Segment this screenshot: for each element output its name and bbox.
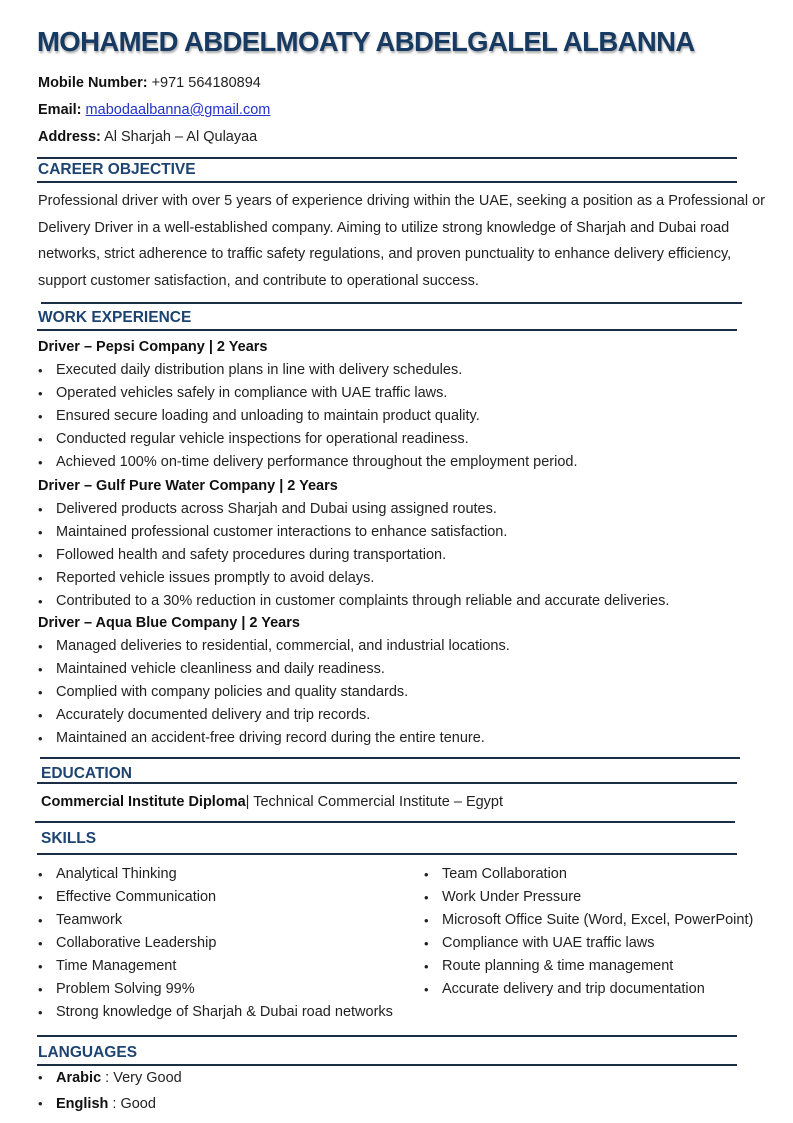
career-objective-text: Professional driver with over 5 years of experience driving within the UAE, seeking a position as a Professional or Delivery Driver in a well-established company. Aiming to utilize strong knowledge of Sharjah and Dubai road networks, strict adherence to traffic safety regulations, and proven punctuality to enhance delivery efficiency, support customer satisfaction, and contribute to operational success. <box>38 193 765 289</box>
job-heading-pepsi: Driver – Pepsi Company | 2 Years <box>38 339 268 355</box>
list-item: • Complied with company policies and quality standards. <box>38 681 510 704</box>
mobile-line <box>38 75 261 91</box>
job-bullets-aqua-blue <box>38 635 510 750</box>
divider <box>40 757 740 759</box>
job-bullets-pepsi <box>38 359 577 474</box>
language-item <box>38 1066 182 1092</box>
email-line <box>38 102 270 118</box>
skill-item: • Strong knowledge of Sharjah & Dubai road networks <box>38 1001 393 1024</box>
skill-item: • Teamwork <box>38 909 393 932</box>
list-item: • Executed daily distribution plans in line with delivery schedules. <box>38 359 577 382</box>
address-label: Address: <box>38 129 101 145</box>
skill-item: • Collaborative Leadership <box>38 932 393 955</box>
divider <box>35 821 735 823</box>
email-link[interactable]: mabodaalbanna@gmail.com <box>85 102 271 118</box>
address-value: Al Sharjah – Al Qulayaa <box>100 129 258 145</box>
language-level: : Very Good <box>101 1070 182 1086</box>
list-item: • Delivered products across Sharjah and Dubai using assigned routes. <box>38 498 669 521</box>
skill-item: • Team Collaboration <box>424 863 753 886</box>
divider <box>37 181 737 183</box>
section-title-languages: LANGUAGES <box>38 1044 138 1061</box>
list-item: • Maintained vehicle cleanliness and daily readiness. <box>38 658 510 681</box>
skill-item: • Time Management <box>38 955 393 978</box>
skills-list-left <box>38 863 393 1024</box>
divider <box>37 329 737 331</box>
skill-item: • Microsoft Office Suite (Word, Excel, PowerPoint) <box>424 909 753 932</box>
divider <box>37 1035 737 1037</box>
language-name: English <box>56 1096 109 1112</box>
address-line <box>38 129 257 145</box>
job-bullets-gulf-pure-water <box>38 498 669 613</box>
list-item: • Achieved 100% on-time delivery performance throughout the employment period. <box>38 451 577 474</box>
divider <box>37 782 737 784</box>
skill-item: • Compliance with UAE traffic laws <box>424 932 753 955</box>
languages-list <box>38 1066 182 1118</box>
job-heading-gulf-pure-water: Driver – Gulf Pure Water Company | 2 Years <box>38 478 338 494</box>
list-item: • Maintained professional customer interactions to enhance satisfaction. <box>38 521 669 544</box>
candidate-name: MOHAMED ABDELMOATY ABDELGALEL ALBANNA <box>37 26 695 57</box>
list-item: • Accurately documented delivery and trip records. <box>38 704 510 727</box>
section-title-work-experience: WORK EXPERIENCE <box>38 309 192 326</box>
list-item: • Followed health and safety procedures during transportation. <box>38 544 669 567</box>
mobile-label: Mobile Number: <box>38 75 148 91</box>
list-item: • Reported vehicle issues promptly to avoid delays. <box>38 567 669 590</box>
divider <box>37 157 737 159</box>
list-item: • Maintained an accident-free driving record during the entire tenure. <box>38 727 510 750</box>
list-item: • Managed deliveries to residential, commercial, and industrial locations. <box>38 635 510 658</box>
skill-item: • Analytical Thinking <box>38 863 393 886</box>
list-item: • Contributed to a 30% reduction in customer complaints through reliable and accurate deliveries. <box>38 590 669 613</box>
section-title-education: EDUCATION <box>41 765 132 782</box>
language-item <box>38 1092 182 1118</box>
skill-item: • Problem Solving 99% <box>38 978 393 1001</box>
education-institution: | Technical Commercial Institute – Egypt <box>245 794 504 810</box>
skill-item: • Accurate delivery and trip documentation <box>424 978 753 1001</box>
language-name: Arabic <box>56 1070 102 1086</box>
language-level: : Good <box>108 1096 156 1112</box>
education-entry <box>41 794 503 810</box>
section-title-skills: SKILLS <box>41 830 97 847</box>
list-item: • Conducted regular vehicle inspections for operational readiness. <box>38 428 577 451</box>
list-item: • Operated vehicles safely in compliance with UAE traffic laws. <box>38 382 577 405</box>
skill-item: • Effective Communication <box>38 886 393 909</box>
job-heading-aqua-blue: Driver – Aqua Blue Company | 2 Years <box>38 615 300 631</box>
education-degree: Commercial Institute Diploma <box>41 794 246 810</box>
list-item: • Ensured secure loading and unloading to maintain product quality. <box>38 405 577 428</box>
email-label: Email: <box>38 102 82 118</box>
skill-item: • Work Under Pressure <box>424 886 753 909</box>
skills-list-right <box>424 863 753 1001</box>
skill-item: • Route planning & time management <box>424 955 753 978</box>
mobile-value: +971 564180894 <box>147 75 261 91</box>
divider <box>37 853 737 855</box>
section-title-career-objective: CAREER OBJECTIVE <box>38 161 196 178</box>
divider <box>41 302 742 304</box>
